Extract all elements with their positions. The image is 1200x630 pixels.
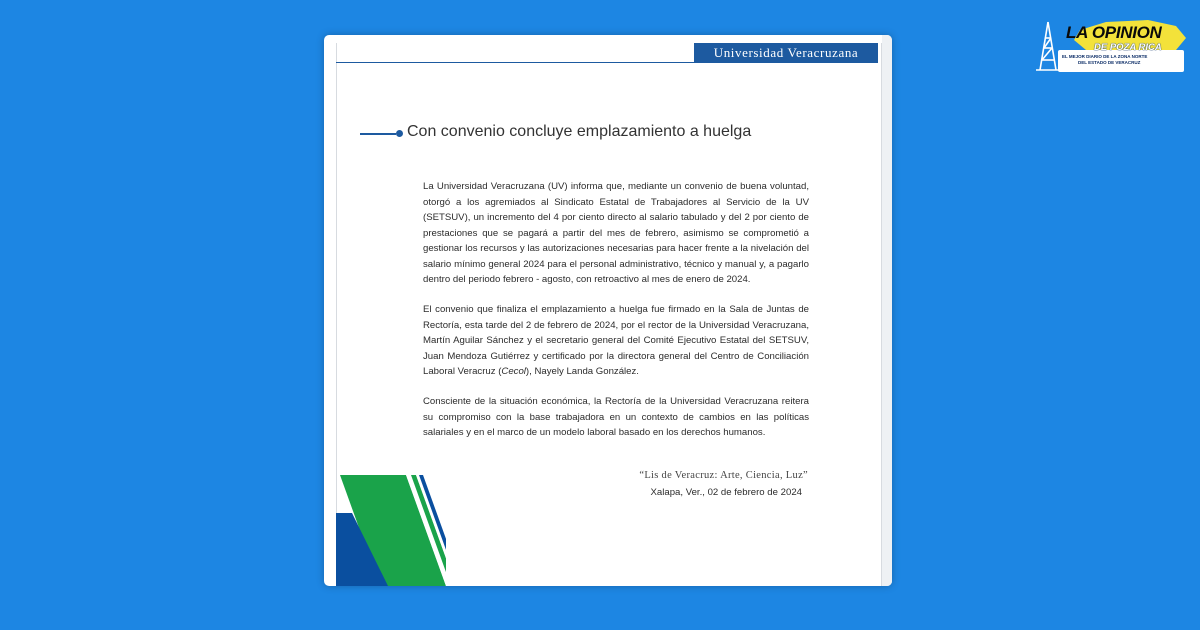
document-body xyxy=(423,179,809,455)
paragraph-3: Consciente de la situación económica, la Rectoría de la Universidad Veracruzana reitera su compromiso con la base trabajadora en un contexto de cambios en las políticas salariales y en el marco de un modelo laboral basado en los derechos humanos. xyxy=(423,396,809,438)
paragraph-2 xyxy=(423,302,809,380)
newspaper-logo[interactable] xyxy=(1036,20,1188,76)
page-edge xyxy=(882,35,892,586)
logo-subtitle: DE POZA RICA xyxy=(1094,42,1162,53)
paragraph-2-italic: Cecol xyxy=(501,366,526,377)
logo-title: LA OPINION xyxy=(1066,23,1162,42)
paragraph-2-text-a: El convenio que finaliza el emplazamiento a huelga fue firmado en la Sala de Juntas de Rectoría, esta tarde del 2 de febrero de 2024, por el rector de la Universidad Veracruzana, Martín Aguilar Sánchez y el secretario general del Comité Ejecutivo Estatal del SETSUV, Juan Mendoza Gutiérrez y certificado por la directora general del Centro de Conciliación Laboral Veracruz ( xyxy=(423,304,809,377)
university-motto: “Lis de Veracruz: Arte, Ciencia, Luz” xyxy=(639,470,808,481)
press-release-card xyxy=(324,35,892,586)
logo-tagline-2: DEL ESTADO DE VERACRUZ xyxy=(1078,60,1141,65)
paragraph-1: La Universidad Veracruzana (UV) informa que, mediante un convenio de buena voluntad, otorgó a los agremiados al Sindicato Estatal de Trabajadores al Servicio de la UV (SETSUV), un incremento del 4 por ciento directo al salario tabulado y del 2 por ciento de prestaciones que se pagará a partir del mes de febrero, asimismo se comprometió a gestionar los recursos y las autorizaciones necesarias para hacer frente a la nivelación del salario mínimo general 2024 para el personal administrativo, técnico y manual y, a pagarlo dentro del periodo febrero - agosto, con retroactivo al mes de enero de 2024. xyxy=(423,181,809,285)
header-rule xyxy=(336,62,878,63)
university-corner-graphic xyxy=(336,475,446,586)
logo-tagline-1: EL MEJOR DIARIO DE LA ZONA NORTE xyxy=(1062,54,1148,59)
oil-derrick-icon xyxy=(1036,22,1060,70)
place-and-date: Xalapa, Ver., 02 de febrero de 2024 xyxy=(650,487,802,498)
title-accent-line xyxy=(360,133,396,135)
document-title: Con convenio concluye emplazamiento a huelga xyxy=(407,123,752,140)
title-accent-dot xyxy=(396,130,403,137)
university-brand-bar: Universidad Veracruzana xyxy=(694,43,878,62)
paragraph-2-text-b: ), Nayely Landa González. xyxy=(525,366,639,377)
